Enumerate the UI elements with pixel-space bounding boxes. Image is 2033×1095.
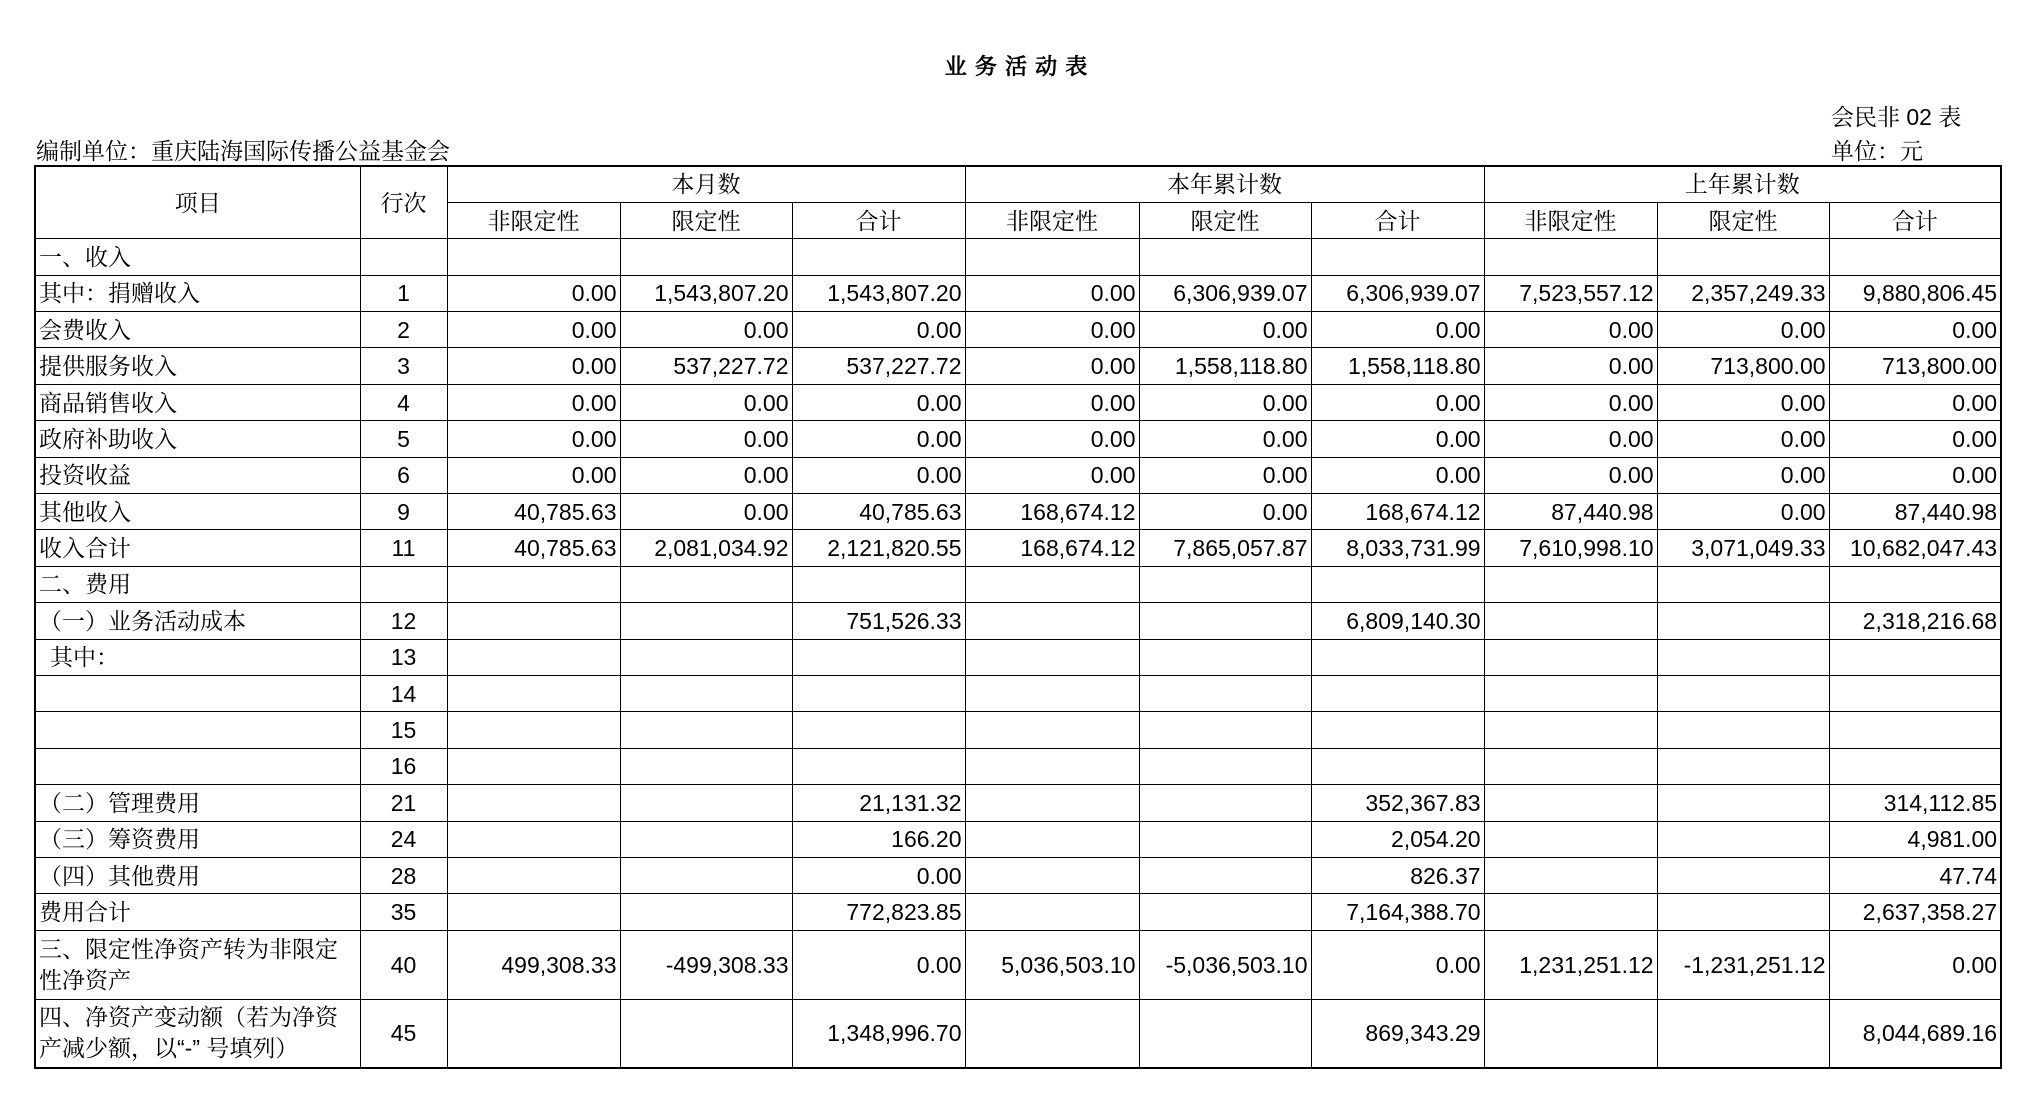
cell-ytd-restricted bbox=[1139, 999, 1311, 1068]
row-line-number: 15 bbox=[360, 712, 447, 748]
cell-current-month-unrestricted bbox=[447, 675, 620, 711]
cell-ytd-unrestricted bbox=[965, 239, 1139, 275]
cell-ytd-restricted bbox=[1139, 821, 1311, 857]
cell-prior-year-unrestricted: 1,231,251.12 bbox=[1484, 930, 1657, 999]
cell-current-month-unrestricted bbox=[447, 712, 620, 748]
table-row bbox=[35, 348, 2001, 384]
cell-prior-year-total: 0.00 bbox=[1829, 421, 2001, 457]
header-subcol-total: 合计 bbox=[792, 202, 965, 238]
cell-ytd-restricted bbox=[1139, 857, 1311, 893]
cell-ytd-unrestricted: 0.00 bbox=[965, 348, 1139, 384]
cell-prior-year-unrestricted bbox=[1484, 894, 1657, 930]
table-row bbox=[35, 999, 2001, 1068]
cell-prior-year-total: 2,637,358.27 bbox=[1829, 894, 2001, 930]
cell-ytd-total: 352,367.83 bbox=[1311, 785, 1484, 821]
table-row bbox=[35, 712, 2001, 748]
cell-prior-year-unrestricted: 0.00 bbox=[1484, 384, 1657, 420]
cell-current-month-unrestricted bbox=[447, 239, 620, 275]
row-line-number: 35 bbox=[360, 894, 447, 930]
cell-prior-year-unrestricted: 0.00 bbox=[1484, 457, 1657, 493]
cell-current-month-unrestricted: 40,785.63 bbox=[447, 494, 620, 530]
header-row-groups bbox=[35, 166, 2001, 202]
cell-current-month-restricted bbox=[620, 712, 792, 748]
cell-current-month-restricted bbox=[620, 603, 792, 639]
cell-ytd-total: 168,674.12 bbox=[1311, 494, 1484, 530]
cell-prior-year-total bbox=[1829, 748, 2001, 784]
cell-current-month-restricted bbox=[620, 748, 792, 784]
cell-prior-year-unrestricted bbox=[1484, 999, 1657, 1068]
row-line-number: 40 bbox=[360, 930, 447, 999]
cell-prior-year-unrestricted bbox=[1484, 239, 1657, 275]
cell-current-month-total: 0.00 bbox=[792, 421, 965, 457]
cell-current-month-unrestricted: 0.00 bbox=[447, 275, 620, 311]
table-row bbox=[35, 639, 2001, 675]
cell-prior-year-restricted bbox=[1657, 239, 1829, 275]
table-row bbox=[35, 275, 2001, 311]
table-row bbox=[35, 530, 2001, 566]
cell-prior-year-restricted: 0.00 bbox=[1657, 421, 1829, 457]
row-label: 政府补助收入 bbox=[35, 421, 360, 457]
cell-ytd-total: 7,164,388.70 bbox=[1311, 894, 1484, 930]
header-subcol-unrestricted: 非限定性 bbox=[965, 202, 1139, 238]
cell-ytd-restricted bbox=[1139, 566, 1311, 602]
cell-current-month-restricted: 1,543,807.20 bbox=[620, 275, 792, 311]
cell-prior-year-total: 8,044,689.16 bbox=[1829, 999, 2001, 1068]
cell-ytd-total: 0.00 bbox=[1311, 930, 1484, 999]
cell-prior-year-total: 10,682,047.43 bbox=[1829, 530, 2001, 566]
table-row bbox=[35, 603, 2001, 639]
cell-ytd-total: 0.00 bbox=[1311, 312, 1484, 348]
cell-current-month-total: 0.00 bbox=[792, 930, 965, 999]
row-line-number: 12 bbox=[360, 603, 447, 639]
row-line-number bbox=[360, 239, 447, 275]
row-line-number: 3 bbox=[360, 348, 447, 384]
row-line-number: 45 bbox=[360, 999, 447, 1068]
cell-prior-year-total: 0.00 bbox=[1829, 312, 2001, 348]
cell-current-month-restricted bbox=[620, 239, 792, 275]
cell-prior-year-unrestricted: 7,610,998.10 bbox=[1484, 530, 1657, 566]
cell-prior-year-restricted bbox=[1657, 675, 1829, 711]
cell-prior-year-restricted: -1,231,251.12 bbox=[1657, 930, 1829, 999]
cell-ytd-total bbox=[1311, 748, 1484, 784]
header-subcol-restricted: 限定性 bbox=[620, 202, 792, 238]
cell-current-month-total: 21,131.32 bbox=[792, 785, 965, 821]
row-label: 二、费用 bbox=[35, 566, 360, 602]
cell-ytd-unrestricted: 168,674.12 bbox=[965, 530, 1139, 566]
cell-prior-year-total: 9,880,806.45 bbox=[1829, 275, 2001, 311]
table-row bbox=[35, 675, 2001, 711]
cell-prior-year-unrestricted bbox=[1484, 857, 1657, 893]
row-line-number: 13 bbox=[360, 639, 447, 675]
cell-current-month-total bbox=[792, 239, 965, 275]
cell-ytd-restricted: 1,558,118.80 bbox=[1139, 348, 1311, 384]
cell-ytd-unrestricted bbox=[965, 821, 1139, 857]
cell-current-month-restricted bbox=[620, 566, 792, 602]
cell-ytd-unrestricted bbox=[965, 857, 1139, 893]
cell-ytd-unrestricted bbox=[965, 639, 1139, 675]
cell-prior-year-restricted: 0.00 bbox=[1657, 312, 1829, 348]
cell-ytd-restricted: 0.00 bbox=[1139, 457, 1311, 493]
header-subcol-total: 合计 bbox=[1829, 202, 2001, 238]
cell-prior-year-total: 47.74 bbox=[1829, 857, 2001, 893]
cell-current-month-restricted bbox=[620, 999, 792, 1068]
cell-current-month-total: 166.20 bbox=[792, 821, 965, 857]
table-row bbox=[35, 821, 2001, 857]
cell-ytd-total bbox=[1311, 712, 1484, 748]
cell-ytd-restricted: 0.00 bbox=[1139, 421, 1311, 457]
cell-current-month-unrestricted: 0.00 bbox=[447, 421, 620, 457]
header-subcol-restricted: 限定性 bbox=[1139, 202, 1311, 238]
row-line-number: 24 bbox=[360, 821, 447, 857]
cell-prior-year-unrestricted bbox=[1484, 566, 1657, 602]
cell-prior-year-restricted: 3,071,049.33 bbox=[1657, 530, 1829, 566]
cell-current-month-total: 772,823.85 bbox=[792, 894, 965, 930]
header-group-year-to-date: 本年累计数 bbox=[965, 166, 1484, 202]
cell-current-month-unrestricted: 40,785.63 bbox=[447, 530, 620, 566]
cell-prior-year-restricted: 0.00 bbox=[1657, 457, 1829, 493]
row-line-number: 5 bbox=[360, 421, 447, 457]
cell-ytd-total: 0.00 bbox=[1311, 421, 1484, 457]
cell-ytd-restricted: -5,036,503.10 bbox=[1139, 930, 1311, 999]
cell-ytd-unrestricted bbox=[965, 566, 1139, 602]
cell-ytd-total: 826.37 bbox=[1311, 857, 1484, 893]
cell-ytd-total: 0.00 bbox=[1311, 384, 1484, 420]
cell-ytd-unrestricted: 168,674.12 bbox=[965, 494, 1139, 530]
currency-unit: 单位：元 bbox=[1831, 138, 1923, 164]
cell-current-month-total bbox=[792, 566, 965, 602]
cell-current-month-total: 0.00 bbox=[792, 457, 965, 493]
cell-prior-year-restricted bbox=[1657, 639, 1829, 675]
row-label: 费用合计 bbox=[35, 894, 360, 930]
cell-current-month-total: 537,227.72 bbox=[792, 348, 965, 384]
cell-current-month-restricted: 0.00 bbox=[620, 457, 792, 493]
cell-current-month-total: 0.00 bbox=[792, 857, 965, 893]
cell-current-month-total: 40,785.63 bbox=[792, 494, 965, 530]
table-row bbox=[35, 894, 2001, 930]
cell-prior-year-total bbox=[1829, 239, 2001, 275]
row-label: 一、收入 bbox=[35, 239, 360, 275]
cell-ytd-unrestricted bbox=[965, 894, 1139, 930]
cell-prior-year-unrestricted bbox=[1484, 785, 1657, 821]
cell-ytd-restricted: 0.00 bbox=[1139, 494, 1311, 530]
cell-ytd-total bbox=[1311, 639, 1484, 675]
cell-current-month-restricted bbox=[620, 857, 792, 893]
row-label: （三）筹资费用 bbox=[35, 821, 360, 857]
cell-current-month-restricted: 537,227.72 bbox=[620, 348, 792, 384]
cell-prior-year-total: 4,981.00 bbox=[1829, 821, 2001, 857]
header-subcol-unrestricted: 非限定性 bbox=[1484, 202, 1657, 238]
row-label: 三、限定性净资产转为非限定性净资产 bbox=[35, 930, 360, 999]
cell-prior-year-total bbox=[1829, 712, 2001, 748]
cell-prior-year-unrestricted bbox=[1484, 639, 1657, 675]
row-label: （一）业务活动成本 bbox=[35, 603, 360, 639]
cell-current-month-unrestricted bbox=[447, 999, 620, 1068]
cell-ytd-unrestricted bbox=[965, 785, 1139, 821]
header-subcol-total: 合计 bbox=[1311, 202, 1484, 238]
cell-ytd-unrestricted: 0.00 bbox=[965, 275, 1139, 311]
row-label bbox=[35, 748, 360, 784]
row-line-number bbox=[360, 566, 447, 602]
cell-prior-year-total: 2,318,216.68 bbox=[1829, 603, 2001, 639]
cell-current-month-unrestricted bbox=[447, 857, 620, 893]
cell-ytd-unrestricted: 0.00 bbox=[965, 457, 1139, 493]
table-row bbox=[35, 857, 2001, 893]
cell-prior-year-unrestricted: 0.00 bbox=[1484, 348, 1657, 384]
cell-ytd-total: 869,343.29 bbox=[1311, 999, 1484, 1068]
cell-current-month-unrestricted bbox=[447, 566, 620, 602]
cell-prior-year-restricted: 0.00 bbox=[1657, 384, 1829, 420]
cell-prior-year-restricted: 2,357,249.33 bbox=[1657, 275, 1829, 311]
table-row bbox=[35, 785, 2001, 821]
table-row bbox=[35, 421, 2001, 457]
cell-ytd-total: 8,033,731.99 bbox=[1311, 530, 1484, 566]
cell-current-month-unrestricted bbox=[447, 821, 620, 857]
cell-ytd-restricted: 0.00 bbox=[1139, 384, 1311, 420]
cell-current-month-unrestricted: 0.00 bbox=[447, 384, 620, 420]
table-row bbox=[35, 457, 2001, 493]
cell-prior-year-restricted: 713,800.00 bbox=[1657, 348, 1829, 384]
cell-ytd-total: 6,809,140.30 bbox=[1311, 603, 1484, 639]
cell-prior-year-restricted: 0.00 bbox=[1657, 494, 1829, 530]
row-label: 商品销售收入 bbox=[35, 384, 360, 420]
cell-ytd-restricted bbox=[1139, 675, 1311, 711]
cell-prior-year-unrestricted bbox=[1484, 821, 1657, 857]
cell-prior-year-total: 0.00 bbox=[1829, 457, 2001, 493]
cell-current-month-total: 0.00 bbox=[792, 312, 965, 348]
header-subcol-unrestricted: 非限定性 bbox=[447, 202, 620, 238]
cell-prior-year-total bbox=[1829, 566, 2001, 602]
cell-prior-year-restricted bbox=[1657, 857, 1829, 893]
cell-current-month-total: 1,348,996.70 bbox=[792, 999, 965, 1068]
cell-prior-year-total: 0.00 bbox=[1829, 384, 2001, 420]
header-subcol-restricted: 限定性 bbox=[1657, 202, 1829, 238]
cell-ytd-unrestricted: 0.00 bbox=[965, 312, 1139, 348]
cell-current-month-restricted bbox=[620, 675, 792, 711]
cell-ytd-restricted bbox=[1139, 639, 1311, 675]
cell-ytd-restricted bbox=[1139, 748, 1311, 784]
compiler-unit: 编制单位：重庆陆海国际传播公益基金会 bbox=[36, 138, 450, 164]
cell-prior-year-total: 713,800.00 bbox=[1829, 348, 2001, 384]
cell-current-month-total bbox=[792, 712, 965, 748]
table-row bbox=[35, 239, 2001, 275]
table-row bbox=[35, 494, 2001, 530]
cell-ytd-total: 6,306,939.07 bbox=[1311, 275, 1484, 311]
cell-current-month-restricted bbox=[620, 821, 792, 857]
cell-ytd-restricted: 7,865,057.87 bbox=[1139, 530, 1311, 566]
row-label: 会费收入 bbox=[35, 312, 360, 348]
row-line-number: 21 bbox=[360, 785, 447, 821]
cell-prior-year-total bbox=[1829, 639, 2001, 675]
cell-current-month-unrestricted bbox=[447, 603, 620, 639]
cell-ytd-total bbox=[1311, 239, 1484, 275]
table-row bbox=[35, 312, 2001, 348]
cell-current-month-restricted bbox=[620, 785, 792, 821]
row-label: 其中：捐赠收入 bbox=[35, 275, 360, 311]
cell-current-month-unrestricted: 0.00 bbox=[447, 312, 620, 348]
cell-ytd-total: 0.00 bbox=[1311, 457, 1484, 493]
cell-ytd-total bbox=[1311, 675, 1484, 711]
row-label: 投资收益 bbox=[35, 457, 360, 493]
row-label: （二）管理费用 bbox=[35, 785, 360, 821]
row-line-number: 6 bbox=[360, 457, 447, 493]
cell-prior-year-unrestricted: 7,523,557.12 bbox=[1484, 275, 1657, 311]
row-line-number: 28 bbox=[360, 857, 447, 893]
cell-ytd-restricted bbox=[1139, 894, 1311, 930]
cell-ytd-restricted bbox=[1139, 239, 1311, 275]
cell-prior-year-unrestricted bbox=[1484, 712, 1657, 748]
table-body bbox=[35, 239, 2001, 1068]
cell-prior-year-restricted bbox=[1657, 603, 1829, 639]
cell-prior-year-restricted bbox=[1657, 748, 1829, 784]
row-line-number: 16 bbox=[360, 748, 447, 784]
cell-ytd-unrestricted bbox=[965, 712, 1139, 748]
cell-current-month-total bbox=[792, 748, 965, 784]
cell-prior-year-unrestricted: 87,440.98 bbox=[1484, 494, 1657, 530]
cell-ytd-restricted: 6,306,939.07 bbox=[1139, 275, 1311, 311]
cell-current-month-unrestricted bbox=[447, 748, 620, 784]
cell-ytd-restricted: 0.00 bbox=[1139, 312, 1311, 348]
cell-current-month-total: 751,526.33 bbox=[792, 603, 965, 639]
cell-prior-year-unrestricted bbox=[1484, 675, 1657, 711]
cell-ytd-unrestricted: 0.00 bbox=[965, 384, 1139, 420]
row-line-number: 4 bbox=[360, 384, 447, 420]
cell-current-month-unrestricted bbox=[447, 639, 620, 675]
cell-current-month-restricted: 0.00 bbox=[620, 494, 792, 530]
row-label bbox=[35, 712, 360, 748]
cell-ytd-total: 2,054.20 bbox=[1311, 821, 1484, 857]
cell-prior-year-unrestricted bbox=[1484, 603, 1657, 639]
cell-current-month-restricted: -499,308.33 bbox=[620, 930, 792, 999]
cell-current-month-total bbox=[792, 639, 965, 675]
cell-ytd-unrestricted: 0.00 bbox=[965, 421, 1139, 457]
cell-ytd-total: 1,558,118.80 bbox=[1311, 348, 1484, 384]
cell-prior-year-total bbox=[1829, 675, 2001, 711]
cell-current-month-restricted: 0.00 bbox=[620, 421, 792, 457]
row-line-number: 1 bbox=[360, 275, 447, 311]
cell-current-month-total: 1,543,807.20 bbox=[792, 275, 965, 311]
cell-ytd-total bbox=[1311, 566, 1484, 602]
row-label: 四、净资产变动额（若为净资产减少额，以“-” 号填列） bbox=[35, 999, 360, 1068]
row-line-number: 14 bbox=[360, 675, 447, 711]
row-label: 提供服务收入 bbox=[35, 348, 360, 384]
cell-current-month-unrestricted: 499,308.33 bbox=[447, 930, 620, 999]
table-row bbox=[35, 566, 2001, 602]
cell-ytd-unrestricted bbox=[965, 675, 1139, 711]
row-label bbox=[35, 675, 360, 711]
cell-ytd-unrestricted bbox=[965, 748, 1139, 784]
cell-prior-year-unrestricted: 0.00 bbox=[1484, 312, 1657, 348]
cell-current-month-unrestricted: 0.00 bbox=[447, 457, 620, 493]
cell-prior-year-restricted bbox=[1657, 999, 1829, 1068]
cell-ytd-unrestricted: 5,036,503.10 bbox=[965, 930, 1139, 999]
header-line-no: 行次 bbox=[360, 166, 447, 239]
table-row bbox=[35, 384, 2001, 420]
cell-current-month-total: 2,121,820.55 bbox=[792, 530, 965, 566]
cell-current-month-unrestricted bbox=[447, 894, 620, 930]
header-item: 项目 bbox=[35, 166, 360, 239]
cell-prior-year-restricted bbox=[1657, 785, 1829, 821]
header-group-prior-year: 上年累计数 bbox=[1484, 166, 2001, 202]
cell-prior-year-restricted bbox=[1657, 712, 1829, 748]
cell-current-month-restricted: 2,081,034.92 bbox=[620, 530, 792, 566]
cell-current-month-restricted: 0.00 bbox=[620, 312, 792, 348]
business-activity-table bbox=[34, 165, 2002, 1069]
form-code: 会民非 02 表 bbox=[1831, 104, 1962, 130]
row-line-number: 9 bbox=[360, 494, 447, 530]
cell-prior-year-restricted bbox=[1657, 566, 1829, 602]
cell-prior-year-restricted bbox=[1657, 821, 1829, 857]
cell-current-month-total: 0.00 bbox=[792, 384, 965, 420]
row-line-number: 2 bbox=[360, 312, 447, 348]
cell-current-month-restricted: 0.00 bbox=[620, 384, 792, 420]
cell-ytd-unrestricted bbox=[965, 999, 1139, 1068]
page-title: 业 务 活 动 表 bbox=[944, 54, 1089, 79]
cell-ytd-unrestricted bbox=[965, 603, 1139, 639]
cell-prior-year-total: 0.00 bbox=[1829, 930, 2001, 999]
cell-prior-year-total: 314,112.85 bbox=[1829, 785, 2001, 821]
cell-prior-year-unrestricted bbox=[1484, 748, 1657, 784]
row-label: 其中： bbox=[35, 639, 360, 675]
cell-current-month-unrestricted: 0.00 bbox=[447, 348, 620, 384]
row-label: 其他收入 bbox=[35, 494, 360, 530]
cell-current-month-total bbox=[792, 675, 965, 711]
cell-ytd-restricted bbox=[1139, 785, 1311, 821]
cell-prior-year-unrestricted: 0.00 bbox=[1484, 421, 1657, 457]
row-label: 收入合计 bbox=[35, 530, 360, 566]
header-group-current-month: 本月数 bbox=[447, 166, 965, 202]
cell-current-month-unrestricted bbox=[447, 785, 620, 821]
cell-current-month-restricted bbox=[620, 639, 792, 675]
cell-ytd-restricted bbox=[1139, 712, 1311, 748]
table-row bbox=[35, 930, 2001, 999]
table-row bbox=[35, 748, 2001, 784]
cell-prior-year-restricted bbox=[1657, 894, 1829, 930]
cell-current-month-restricted bbox=[620, 894, 792, 930]
row-line-number: 11 bbox=[360, 530, 447, 566]
row-label: （四）其他费用 bbox=[35, 857, 360, 893]
cell-ytd-restricted bbox=[1139, 603, 1311, 639]
cell-prior-year-total: 87,440.98 bbox=[1829, 494, 2001, 530]
